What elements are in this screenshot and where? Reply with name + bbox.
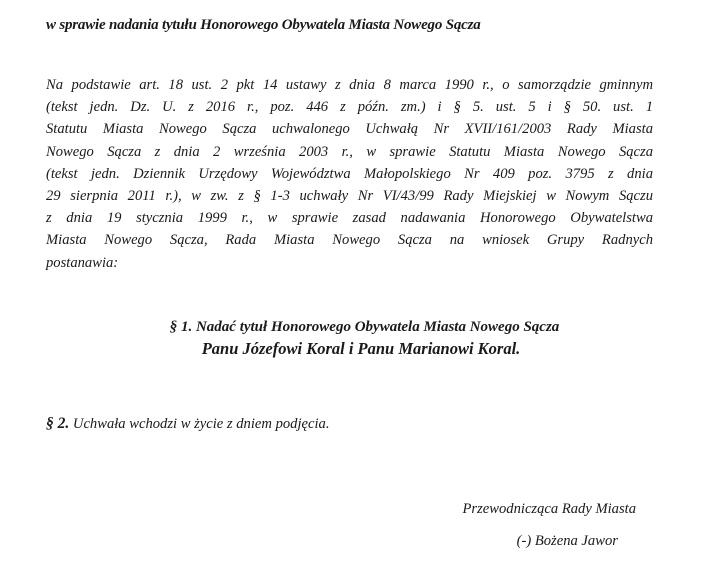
- preamble-line-final: postanawia:: [46, 254, 119, 271]
- preamble-line: 29 sierpnia 2011 r.), w zw. z § 1-3 uchwały Nr VI/43/99 Rady Miejskiej w Nowym Sączu: [46, 187, 653, 204]
- preamble-line: (tekst jedn. Dziennik Urzędowy Województwa Małopolskiego Nr 409 poz. 3795 z dnia: [46, 165, 653, 182]
- preamble-line: z dnia 19 stycznia 1999 r., w sprawie zasad nadawania Honorowego Obywatelstwa: [46, 210, 653, 227]
- section-2-text: Uchwała wchodzi w życie z dniem podjęcia.: [72, 416, 330, 432]
- section-2-symbol: § 2.: [46, 415, 70, 432]
- section-2: [46, 415, 329, 433]
- section-1: [0, 317, 720, 361]
- signature-role: Przewodnicząca Rady Miasta: [462, 501, 636, 517]
- preamble-line: Nowego Sącza z dnia 2 września 2003 r., w sprawie Statutu Miasta Nowego Sącza: [46, 143, 653, 160]
- signature-name: (-) Bożena Jawor: [516, 533, 618, 549]
- section-1-recipients: Panu Józefowi Koral i Panu Marianowi Koral.: [201, 339, 521, 358]
- section-1-heading: § 1. Nadać tytuł Honorowego Obywatela Miasta Nowego Sącza: [169, 319, 560, 335]
- preamble-line: Statutu Miasta Nowego Sącza uchwalonego Uchwałą Nr XVII/161/2003 Rady Miasta: [46, 121, 653, 138]
- document-title: w sprawie nadania tytułu Honorowego Obywatela Miasta Nowego Sącza: [46, 17, 481, 33]
- preamble-line: Na podstawie art. 18 ust. 2 pkt 14 ustawy z dnia 8 marca 1990 r., o samorządzie gminnym: [46, 77, 653, 93]
- preamble-line: Miasta Nowego Sącza, Rada Miasta Nowego Sącza na wniosek Grupy Radnych: [46, 232, 653, 249]
- preamble-line: (tekst jedn. Dz. U. z 2016 r., poz. 446 z późn. zm.) i § 5. ust. 5 i § 50. ust. 1: [46, 99, 653, 116]
- preamble-paragraph: [46, 74, 653, 274]
- signature-block: [463, 499, 636, 551]
